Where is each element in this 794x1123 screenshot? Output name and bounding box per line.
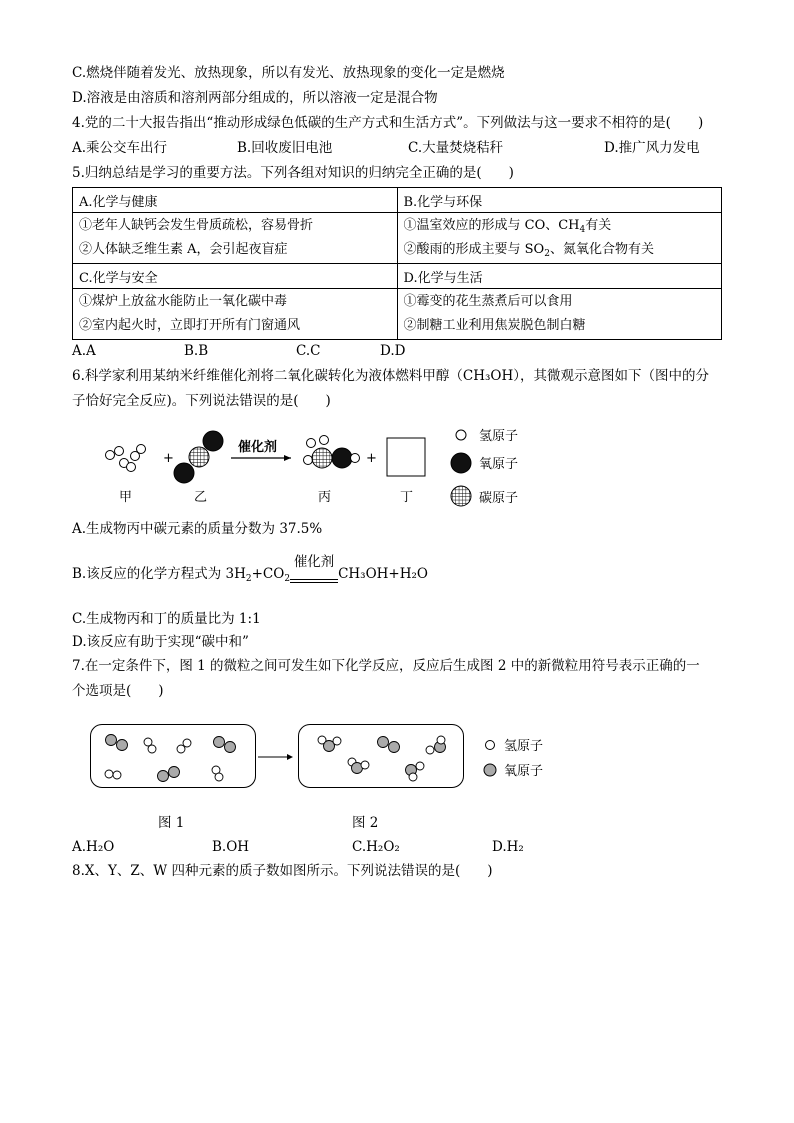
- q5-cell-a-head: A.化学与健康: [73, 188, 398, 213]
- q4-option-b[interactable]: B.回收废旧电池: [237, 140, 333, 156]
- label-jia: 甲: [119, 490, 133, 505]
- q6-b-catalyst-label: 催化剂: [293, 554, 335, 570]
- label-bing: 丙: [318, 490, 332, 505]
- figure-2-molecules: [318, 736, 446, 781]
- q5-c-item-2: ②室内起火时，立即打开所有门窗通风: [79, 318, 301, 333]
- q4-option-a[interactable]: A.乘公交车出行: [72, 140, 168, 156]
- question-4: 4.党的二十大报告指出“推动形成绿色低碳的生产方式和生活方式”。下列做法与这一要求不相符的是( ): [72, 115, 704, 131]
- q5-option-d[interactable]: D.D: [380, 343, 406, 359]
- q7-option-b[interactable]: B.OH: [212, 839, 250, 855]
- q4-option-c[interactable]: C.大量焚烧秸秆: [408, 140, 504, 156]
- q7-legend-oxygen-label: 氧原子: [504, 764, 544, 779]
- q5-d-item-1: ①霉变的花生蒸煮后可以食用: [403, 294, 573, 309]
- q7-arrowhead: [287, 754, 293, 760]
- figure-1-caption: 图 1: [158, 815, 185, 831]
- prev-option-d: D.溶液是由溶质和溶剂两部分组成的，所以溶液一定是混合物: [72, 90, 438, 106]
- q5-a-item-1: ①老年人缺钙会发生骨质疏松，容易骨折: [79, 218, 314, 233]
- q6-option-a[interactable]: A.生成物丙中碳元素的质量分数为 37.5%: [72, 521, 323, 537]
- plus-sign-2: +: [366, 451, 377, 466]
- legend-hydrogen-label: 氢原子: [479, 429, 519, 444]
- q5-c-item-1: ①煤炉上放盆水能防止一氧化碳中毒: [79, 294, 288, 309]
- q5-cell-d-head: D.化学与生活: [397, 264, 722, 289]
- q5-b-item-1: ①温室效应的形成与 CO、$CH_4$有关: [403, 218, 612, 235]
- legend-carbon-label: 碳原子: [479, 491, 519, 506]
- question-7-line-1: 7.在一定条件下，图 1 的微粒之间可发生如下化学反应，反应后生成图 2 中的新微粒用符号表示正确的一: [72, 658, 700, 674]
- q7-legend-oxygen-icon: [484, 764, 496, 776]
- q7-legend-hydrogen-label: 氢原子: [504, 739, 544, 754]
- q5-cell-c-head: C.化学与安全: [73, 264, 398, 289]
- q6-option-b[interactable]: B.该反应的化学方程式为 $3H_2+CO_2$ 催化剂 CH₃OH+H₂O: [72, 554, 428, 584]
- q5-option-c[interactable]: C.C: [296, 343, 321, 359]
- q4-option-d[interactable]: D.推广风力发电: [604, 140, 700, 156]
- question-6-line-2: 子恰好完全反应)。下列说法错误的是( ): [72, 393, 331, 409]
- q5-d-item-2: ②制糖工业利用焦炭脱色制白糖: [403, 318, 586, 333]
- q5-cell-b-head: B.化学与环保: [397, 188, 722, 213]
- figure-2-caption: 图 2: [352, 815, 379, 831]
- q7-legend-hydrogen-icon: [486, 741, 495, 750]
- question-8: 8.X、Y、Z、W 四种元素的质子数如图所示。下列说法错误的是( ): [72, 863, 493, 879]
- catalyst-label: 催化剂: [238, 440, 278, 455]
- q7-option-c[interactable]: C.H₂O₂: [352, 839, 400, 855]
- question-5: 5.归纳总结是学习的重要方法。下列各组对知识的归纳完全正确的是( ): [72, 165, 514, 181]
- q6-option-c[interactable]: C.生成物丙和丁的质量比为 1:1: [72, 611, 261, 627]
- legend-oxygen-label: 氧原子: [479, 457, 519, 472]
- q7-option-d[interactable]: D.H₂: [492, 839, 524, 855]
- label-yi: 乙: [194, 490, 208, 505]
- q6-option-d[interactable]: D.该反应有助于实现“碳中和”: [72, 634, 249, 650]
- prev-option-c: C.燃烧伴随着发光、放热现象，所以有发光、放热现象的变化一定是燃烧: [72, 65, 505, 81]
- question-7-line-2: 个选项是( ): [72, 683, 164, 699]
- q5-a-item-2: ②人体缺乏维生素 A，会引起夜盲症: [79, 242, 288, 257]
- q7-option-a[interactable]: A.H₂O: [72, 839, 115, 855]
- q5-option-a[interactable]: A.A: [72, 343, 96, 359]
- plus-sign-1: +: [163, 451, 174, 466]
- label-ding: 丁: [400, 490, 414, 505]
- figure-1-molecules: [105, 735, 236, 782]
- q5-b-item-2: ②酸雨的形成主要与 $SO_2$、氮氧化合物有关: [403, 242, 654, 259]
- q5-option-b[interactable]: B.B: [184, 343, 209, 359]
- question-6-line-1: 6.科学家利用某纳米纤维催化剂将二氧化碳转化为液体燃料甲醇（CH₃OH），其微观示意图如下（图中的分: [72, 368, 709, 384]
